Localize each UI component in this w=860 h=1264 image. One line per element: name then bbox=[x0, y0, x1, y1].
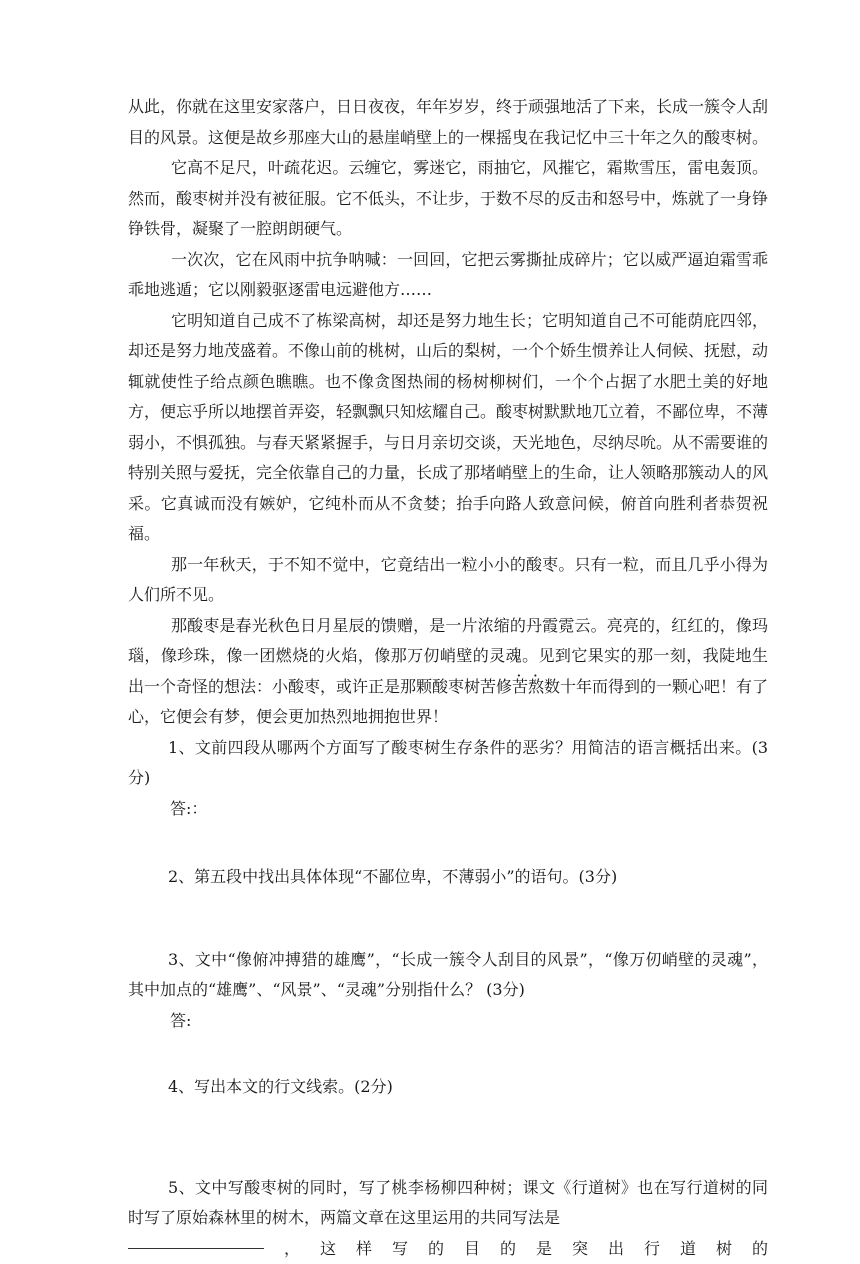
q5-tail-char: 出 bbox=[608, 1234, 624, 1264]
question-5 bbox=[128, 1173, 768, 1264]
q5-tail-char: 目 bbox=[464, 1234, 480, 1264]
passage-paragraph-1: 从此，你就在这里安家落户，日日夜夜，年年岁岁，终于顽强地活了下来，长成一簇令人刮目的风景。这便是故乡那座大山的悬崖峭壁上的一棵摇曳在我记忆中三十年之久的酸枣树。 bbox=[128, 92, 768, 153]
question-3: 3、文中“像俯冲搏猎的雄鹰”，“长成一簇令人刮目的风景”，“像万仞峭壁的灵魂”，其中加点的“雄鹰”、“风景”、“灵魂”分别指什么？ (3分) bbox=[128, 945, 768, 1006]
question-2: 2、第五段中找出具体体现“不鄙位卑，不薄弱小”的语句。(3分) bbox=[128, 862, 768, 893]
passage-paragraph-6-part-a: 那酸枣是春光秋色日月星辰的馈赠，是一片浓缩的丹霞霓云。亮亮的，红红的，像玛瑙，像珍珠，像一团燃烧的火焰，像那万仞峭壁的 bbox=[128, 616, 768, 666]
answer-label-1: 答:： bbox=[128, 794, 768, 825]
q5-tail-char: 树 bbox=[716, 1234, 732, 1264]
document-page bbox=[128, 92, 768, 1264]
q5-tail-char: 突 bbox=[572, 1234, 588, 1264]
question-5-fill-line bbox=[128, 1234, 768, 1264]
passage-paragraph-2: 它高不足尺，叶疏花迟。云缠它，雾迷它，雨抽它，风摧它，霜欺雪压，雷电轰顶。然而，酸枣树并没有被征服。它不低头，不让步，于数不尽的反击和怒号中，炼就了一身铮铮铁骨，凝聚了一腔朗朗硬气。 bbox=[128, 153, 768, 245]
q5-tail-char: 是 bbox=[536, 1234, 552, 1264]
q5-tail-char: 的 bbox=[428, 1234, 444, 1264]
question-5-text: 5、文中写酸枣树的同时，写了桃李杨柳四种树；课文《行道树》也在写行道树的同时写了原始森林里的树木，两篇文章在这里运用的共同写法是 bbox=[128, 1173, 768, 1234]
passage-paragraph-5: 那一年秋天，于不知不觉中，它竟结出一粒小小的酸枣。只有一粒，而且几乎小得为人们所不见。 bbox=[128, 550, 768, 611]
q5-tail-char: 道 bbox=[680, 1234, 696, 1264]
emphasis-char-ling: 灵 bbox=[489, 646, 505, 665]
q5-tail-char: 写 bbox=[392, 1234, 408, 1264]
answer-label-3: 答: bbox=[128, 1006, 768, 1037]
q5-tail-char: 的 bbox=[500, 1234, 516, 1264]
q5-tail-char: 行 bbox=[644, 1234, 660, 1264]
q5-tail-char: 这 bbox=[320, 1234, 336, 1264]
question-4: 4、写出本文的行文线索。(2分) bbox=[128, 1072, 768, 1103]
passage-paragraph-6 bbox=[128, 611, 768, 733]
q5-tail-char: 样 bbox=[356, 1234, 372, 1264]
q5-tail-char: ， bbox=[284, 1234, 300, 1264]
passage-paragraph-6-part-c: 。见到它果实的那一刻，我陡地生出一个奇怪的想法：小酸枣，或许正是那颗酸枣树苦修苦熬数十年而得到的一颗心吧！有了心，它便会有梦，便会更加热烈地拥抱世界！ bbox=[128, 646, 768, 726]
passage-paragraph-4: 它明知道自己成不了栋梁高树，却还是努力地生长；它明知道自己不可能荫庇四邻，却还是努力地茂盛着。不像山前的桃树，山后的梨树，一个个娇生惯养让人伺候、抚慰，动辄就使性子给点颜色瞧瞧。也不像贪图热闹的杨树柳树们，一个个占据了水肥土美的好地方，便忘乎所以地摆首弄姿，轻飘飘只知炫耀自己。酸枣树默默地兀立着，不鄙位卑，不薄弱小，不惧孤独。与春天紧紧握手，与日月亲切交谈，天光地色，尽纳尽吮。从不需要谁的特别关照与爱抚，完全依靠自己的力量，长成了那堵峭壁上的生命，让人领略那簇动人的风采。它真诚而没有嫉妒，它纯朴而从不贪婪；抬手向路人致意问候，俯首向胜利者恭贺祝福。 bbox=[128, 306, 768, 550]
emphasis-char-hun: 魂 bbox=[506, 646, 522, 665]
passage-paragraph-3: 一次次，它在风雨中抗争呐喊：一回回，它把云雾撕扯成碎片；它以威严逼迫霜雪乖乖地逃遁；它以刚毅驱逐雷电远避他方…… bbox=[128, 245, 768, 306]
answer-blank[interactable] bbox=[128, 1234, 264, 1249]
question-1: 1、文前四段从哪两个方面写了酸枣树生存条件的恶劣？用简洁的语言概括出来。(3分) bbox=[128, 733, 768, 794]
q5-tail-char: 的 bbox=[752, 1234, 768, 1264]
